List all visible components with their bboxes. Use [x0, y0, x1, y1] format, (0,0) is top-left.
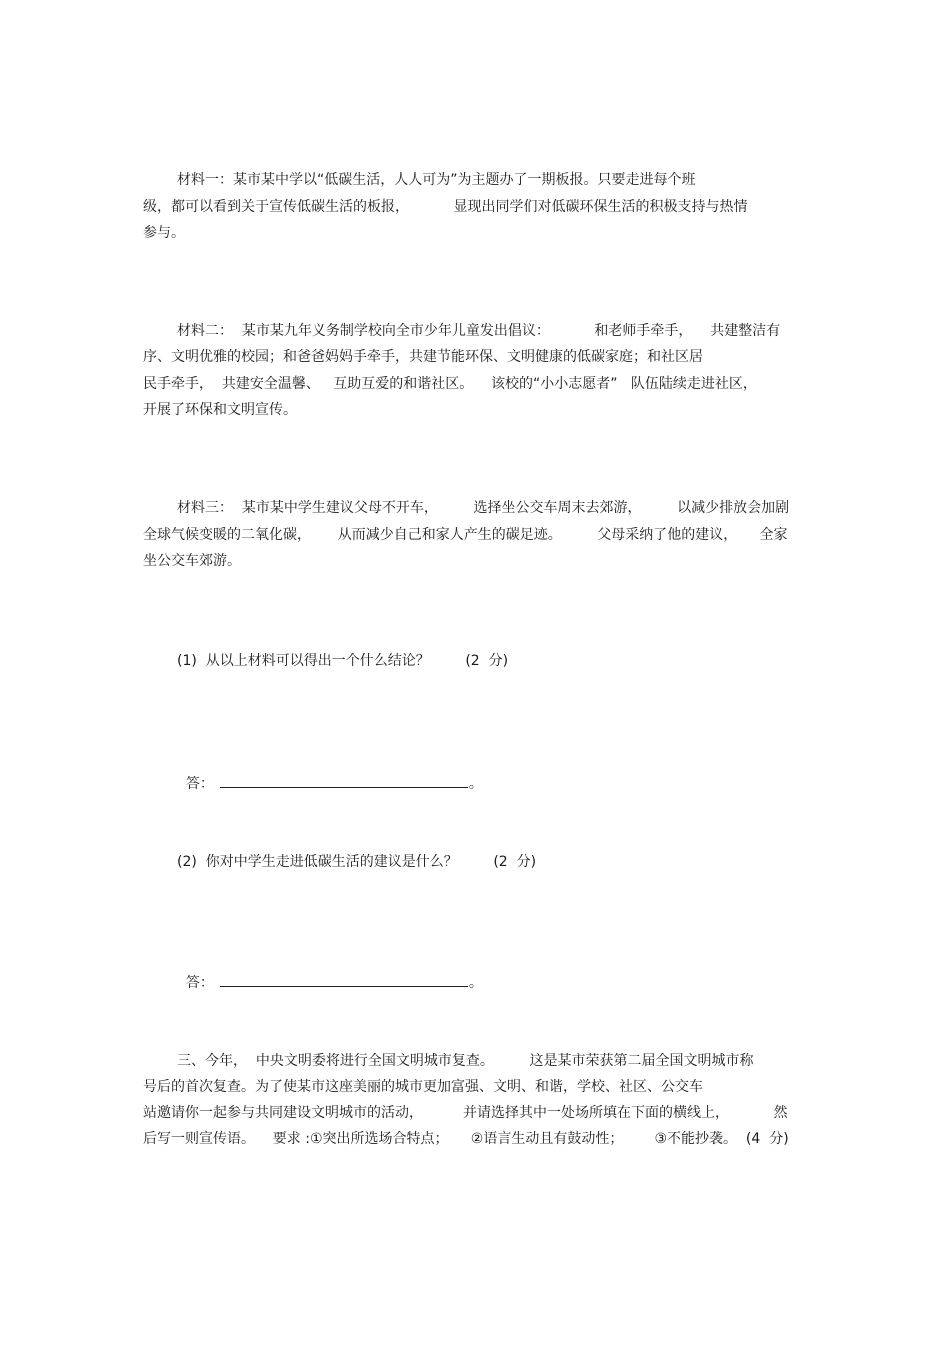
material-2-line-4: 开展了环保和文明宣传。 [143, 402, 297, 418]
section-3-line-3: 站邀请你一起参与共同建设文明城市的活动， 并请选择其中一处场所填在下面的横线上， 然 [143, 1105, 788, 1121]
material-3-line-3: 坐公交车郊游。 [143, 553, 241, 569]
answer-2-end: 。 [468, 975, 483, 991]
material-1-line-2: 级，都可以看到关于宣传低碳生活的板报， 显现出同学们对低碳环保生活的积极支持与热情 [143, 199, 748, 215]
material-2-line-2: 序、文明优雅的校园；和爸爸妈妈手牵手，共建节能环保、文明健康的低碳家庭；和社区居 [143, 349, 703, 365]
section-3-line-1: 三、今年， 中央文明委将进行全国文明城市复查。 这是某市荣获第二届全国文明城市称 [177, 1053, 754, 1069]
answer-1-end: 。 [468, 776, 483, 792]
material-3-line-2: 全球气候变暖的二氧化碳， 从而减少自己和家人产生的碳足迹。 父母采纳了他的建议， 全家 [143, 527, 788, 543]
section-3-line-4: 后写一则宣传语。 要求 :①突出所选场合特点； ②语言生动且有鼓动性； ③不能抄袭。 (4 分) [143, 1131, 789, 1147]
answer-1-blank[interactable] [220, 773, 468, 788]
material-3-line-1: 材料三： 某市某中学生建议父母不开车， 选择坐公交车周末去郊游， 以减少排放会加剧 [177, 500, 790, 516]
question-2: (2) 你对中学生走进低碳生活的建议是什么？ (2 分) [177, 854, 537, 870]
section-3-line-2: 号后的首次复查。为了使某市这座美丽的城市更加富强、文明、和谐，学校、社区、公交车 [143, 1079, 703, 1095]
question-1: (1) 从以上材料可以得出一个什么结论？ (2 分) [177, 653, 509, 669]
material-2-line-1: 材料二： 某市某九年义务制学校向全市少年儿童发出倡议： 和老师手牵手， 共建整洁有 [177, 323, 781, 339]
answer-1-label: 答： [185, 776, 214, 792]
answer-1 [177, 751, 483, 792]
material-2-line-3: 民手牵手， 共建安全温馨、 互助互爱的和谐社区。 该校的“小小志愿者” 队伍陆续走进社区， [143, 376, 757, 392]
material-1-line-1: 材料一：某市某中学以“低碳生活，人人可为”为主题办了一期板报。只要走进每个班 [177, 172, 696, 188]
answer-2-label: 答： [185, 975, 214, 991]
answer-2-blank[interactable] [220, 972, 468, 987]
material-1-line-3: 参与。 [143, 225, 185, 241]
answer-2 [177, 950, 483, 991]
